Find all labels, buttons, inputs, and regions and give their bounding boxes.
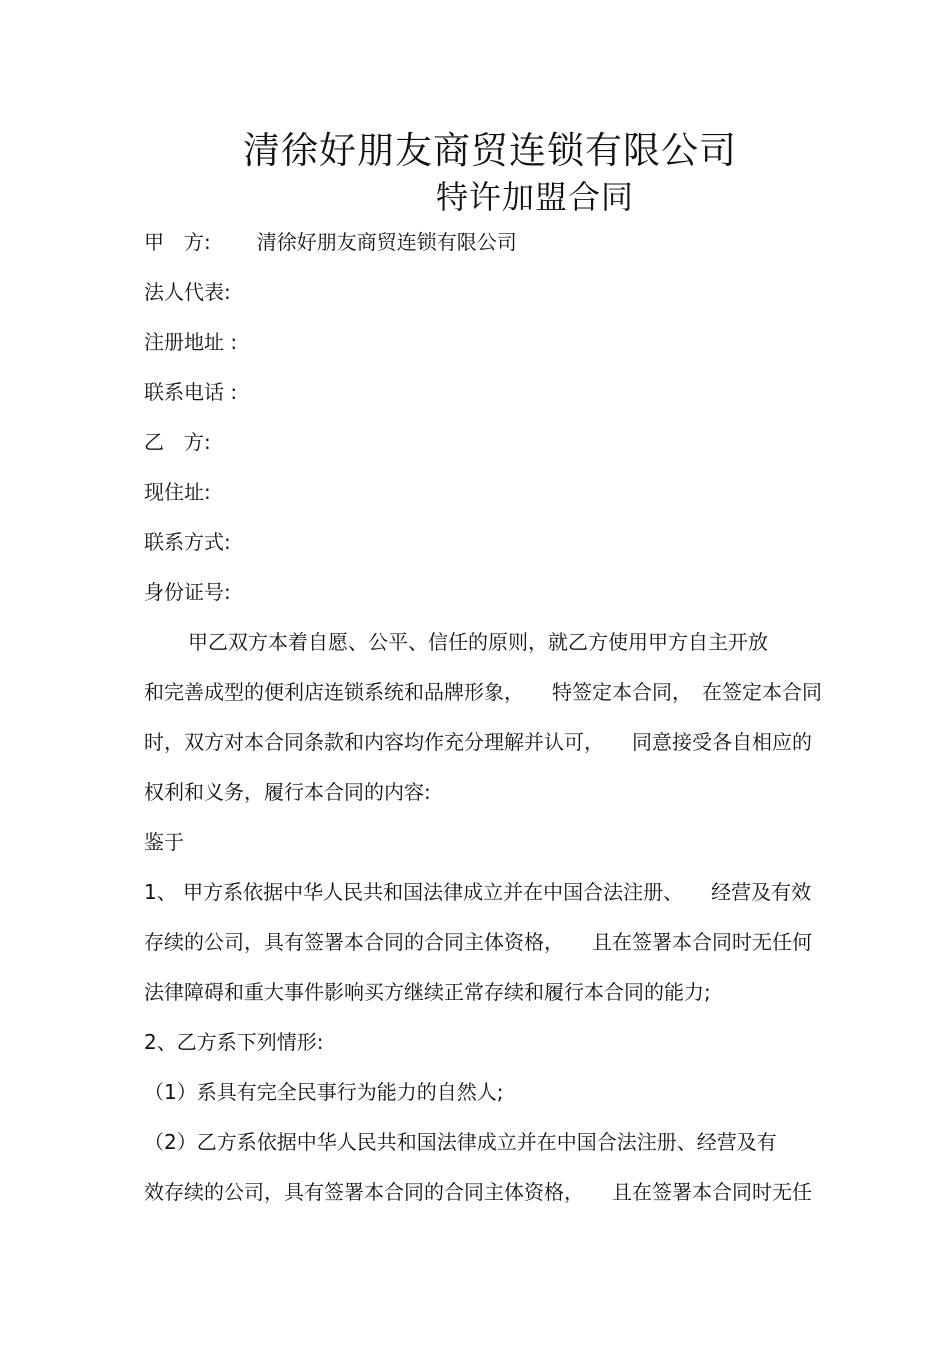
intro-line-1: 甲乙双方本着自愿、公平、信任的原则，就乙方使用甲方自主开放 — [188, 630, 768, 654]
clause-2-item-2-line-2 — [144, 1180, 812, 1204]
clause-2-heading: 2、乙方系下列情形: — [144, 1030, 324, 1054]
intro-line-2 — [144, 680, 822, 704]
intro-line-2b: 特签定本合同， — [552, 680, 692, 704]
intro-line-3 — [144, 730, 812, 754]
registered-address-label: 注册地址 : — [144, 330, 238, 354]
current-address-label: 现住址: — [144, 480, 211, 504]
intro-line-2a: 和完善成型的便利店连锁系统和品牌形象， — [144, 680, 524, 704]
intro-line-2c: 在签定本合同 — [702, 680, 822, 704]
legal-rep-label: 法人代表: — [144, 280, 231, 304]
clause-2-item-2-line-2b: 且在签署本合同时无任 — [612, 1180, 812, 1204]
party-a-name: 清徐好朋友商贸连锁有限公司 — [256, 230, 517, 254]
clause-1-line-1a: 1、 甲方系依据中华人民共和国法律成立并在中国合法注册、 — [144, 880, 684, 904]
id-number-label: 身份证号: — [144, 580, 231, 604]
contract-title: 特许加盟合同 — [435, 178, 634, 216]
intro-line-4: 权利和义务，履行本合同的内容: — [144, 780, 431, 804]
contact-method-label: 联系方式: — [144, 530, 231, 554]
company-title: 清徐好朋友商贸连锁有限公司 — [243, 129, 737, 172]
intro-line-3b: 同意接受各自相应的 — [632, 730, 812, 754]
party-a-line — [144, 230, 517, 254]
contact-phone-label: 联系电话 : — [144, 380, 238, 404]
intro-line-3a: 时，双方对本合同条款和内容均作充分理解并认可， — [144, 730, 604, 754]
clause-2-item-1: （1）系具有完全民事行为能力的自然人; — [144, 1080, 504, 1104]
clause-1-line-2a: 存续的公司，具有签署本合同的合同主体资格， — [144, 930, 564, 954]
party-b-label: 乙 方: — [144, 430, 211, 454]
whereas-heading: 鉴于 — [144, 830, 184, 854]
clause-1-line-3: 法律障碍和重大事件影响买方继续正常存续和履行本合同的能力; — [144, 980, 711, 1004]
clause-2-item-2-line-2a: 效存续的公司，具有签署本合同的合同主体资格， — [144, 1180, 584, 1204]
clause-1-line-2b: 且在签署本合同时无任何 — [592, 930, 812, 954]
clause-2-item-2-line-1: （2）乙方系依据中华人民共和国法律成立并在中国合法注册、经营及有 — [144, 1130, 777, 1154]
clause-1-line-1 — [144, 880, 811, 904]
clause-1-line-2 — [144, 930, 812, 954]
party-a-label: 甲 方: — [144, 230, 211, 254]
clause-1-line-1b: 经营及有效 — [711, 880, 812, 904]
